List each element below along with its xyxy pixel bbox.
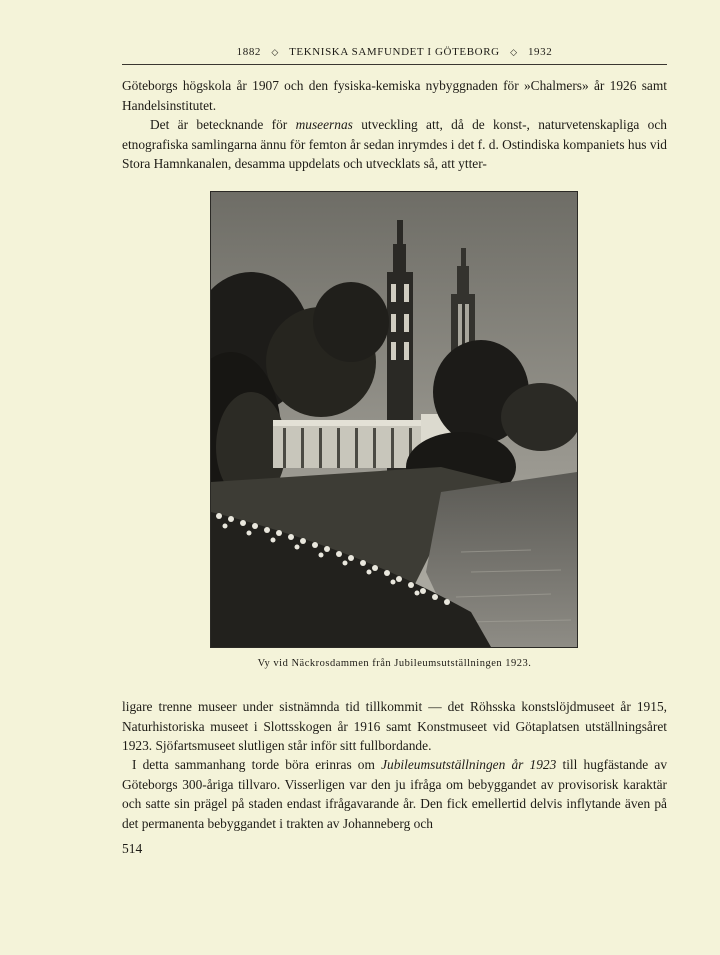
header-title: TEKNISKA SAMFUNDET I GÖTEBORG [289, 46, 500, 58]
paragraph-4-text-a: I detta sammanhang torde böra erinras om [132, 757, 382, 772]
header-separator-icon: ◇ [271, 47, 279, 57]
paragraph-4-emphasis: Jubileumsutställningen år 1923 [381, 757, 557, 772]
page-number: 514 [122, 841, 143, 856]
running-header [122, 46, 667, 58]
photograph [210, 191, 578, 648]
header-rule [122, 64, 667, 65]
figure-caption: Vy vid Näckrosdammen från Jubileumsutställningen 1923. [257, 658, 532, 669]
paragraph-2-text-a: Det är betecknande för [150, 117, 296, 132]
paragraph-4 [122, 755, 667, 833]
header-separator-icon: ◇ [510, 47, 518, 57]
paragraph-2 [122, 115, 667, 174]
paragraph-3: ligare trenne museer under sistnämnda tid tillkommit — det Röhsska konstslöjdmuseet år 1915, Naturhistoriska museet i Slottsskogen år 1916 samt Konstmuseet vid Götaplatsen utställningsåret 1923. Sjöfartsmuseet slutligen står inför sitt fullbordande. [122, 699, 667, 753]
paragraph-2-emphasis: museernas [295, 117, 353, 132]
header-year-start: 1882 [236, 46, 262, 58]
photograph-illustration [211, 192, 577, 647]
paragraph-1: Göteborgs högskola år 1907 och den fysiska-kemiska nybyggnaden för »Chalmers» år 1926 samt Handelsinstitutet. [122, 78, 667, 113]
paragraph-2-text-b: utveckling att, då de konst-, naturvetenskapliga och etnografiska samlingarna ännu för femton år sedan inrymdes i det f. d. Ostindiska kompaniets hus vid Stora Hamnkanalen, desamma uppdelats och utvecklats så, att ytter- [122, 117, 668, 171]
paragraph-4-text-b: till hugfästande av Göteborgs 300-åriga tillvaro. Visserligen var den ju ifråga om bebyggandet av provisorisk karaktär och satte sin prägel på staden endast ifrågavarande år. Den fick emellertid delvis inflytande även på det permanenta bebyggandet i trakten av Johanneberg och [122, 757, 668, 831]
header-year-end: 1932 [527, 46, 553, 58]
